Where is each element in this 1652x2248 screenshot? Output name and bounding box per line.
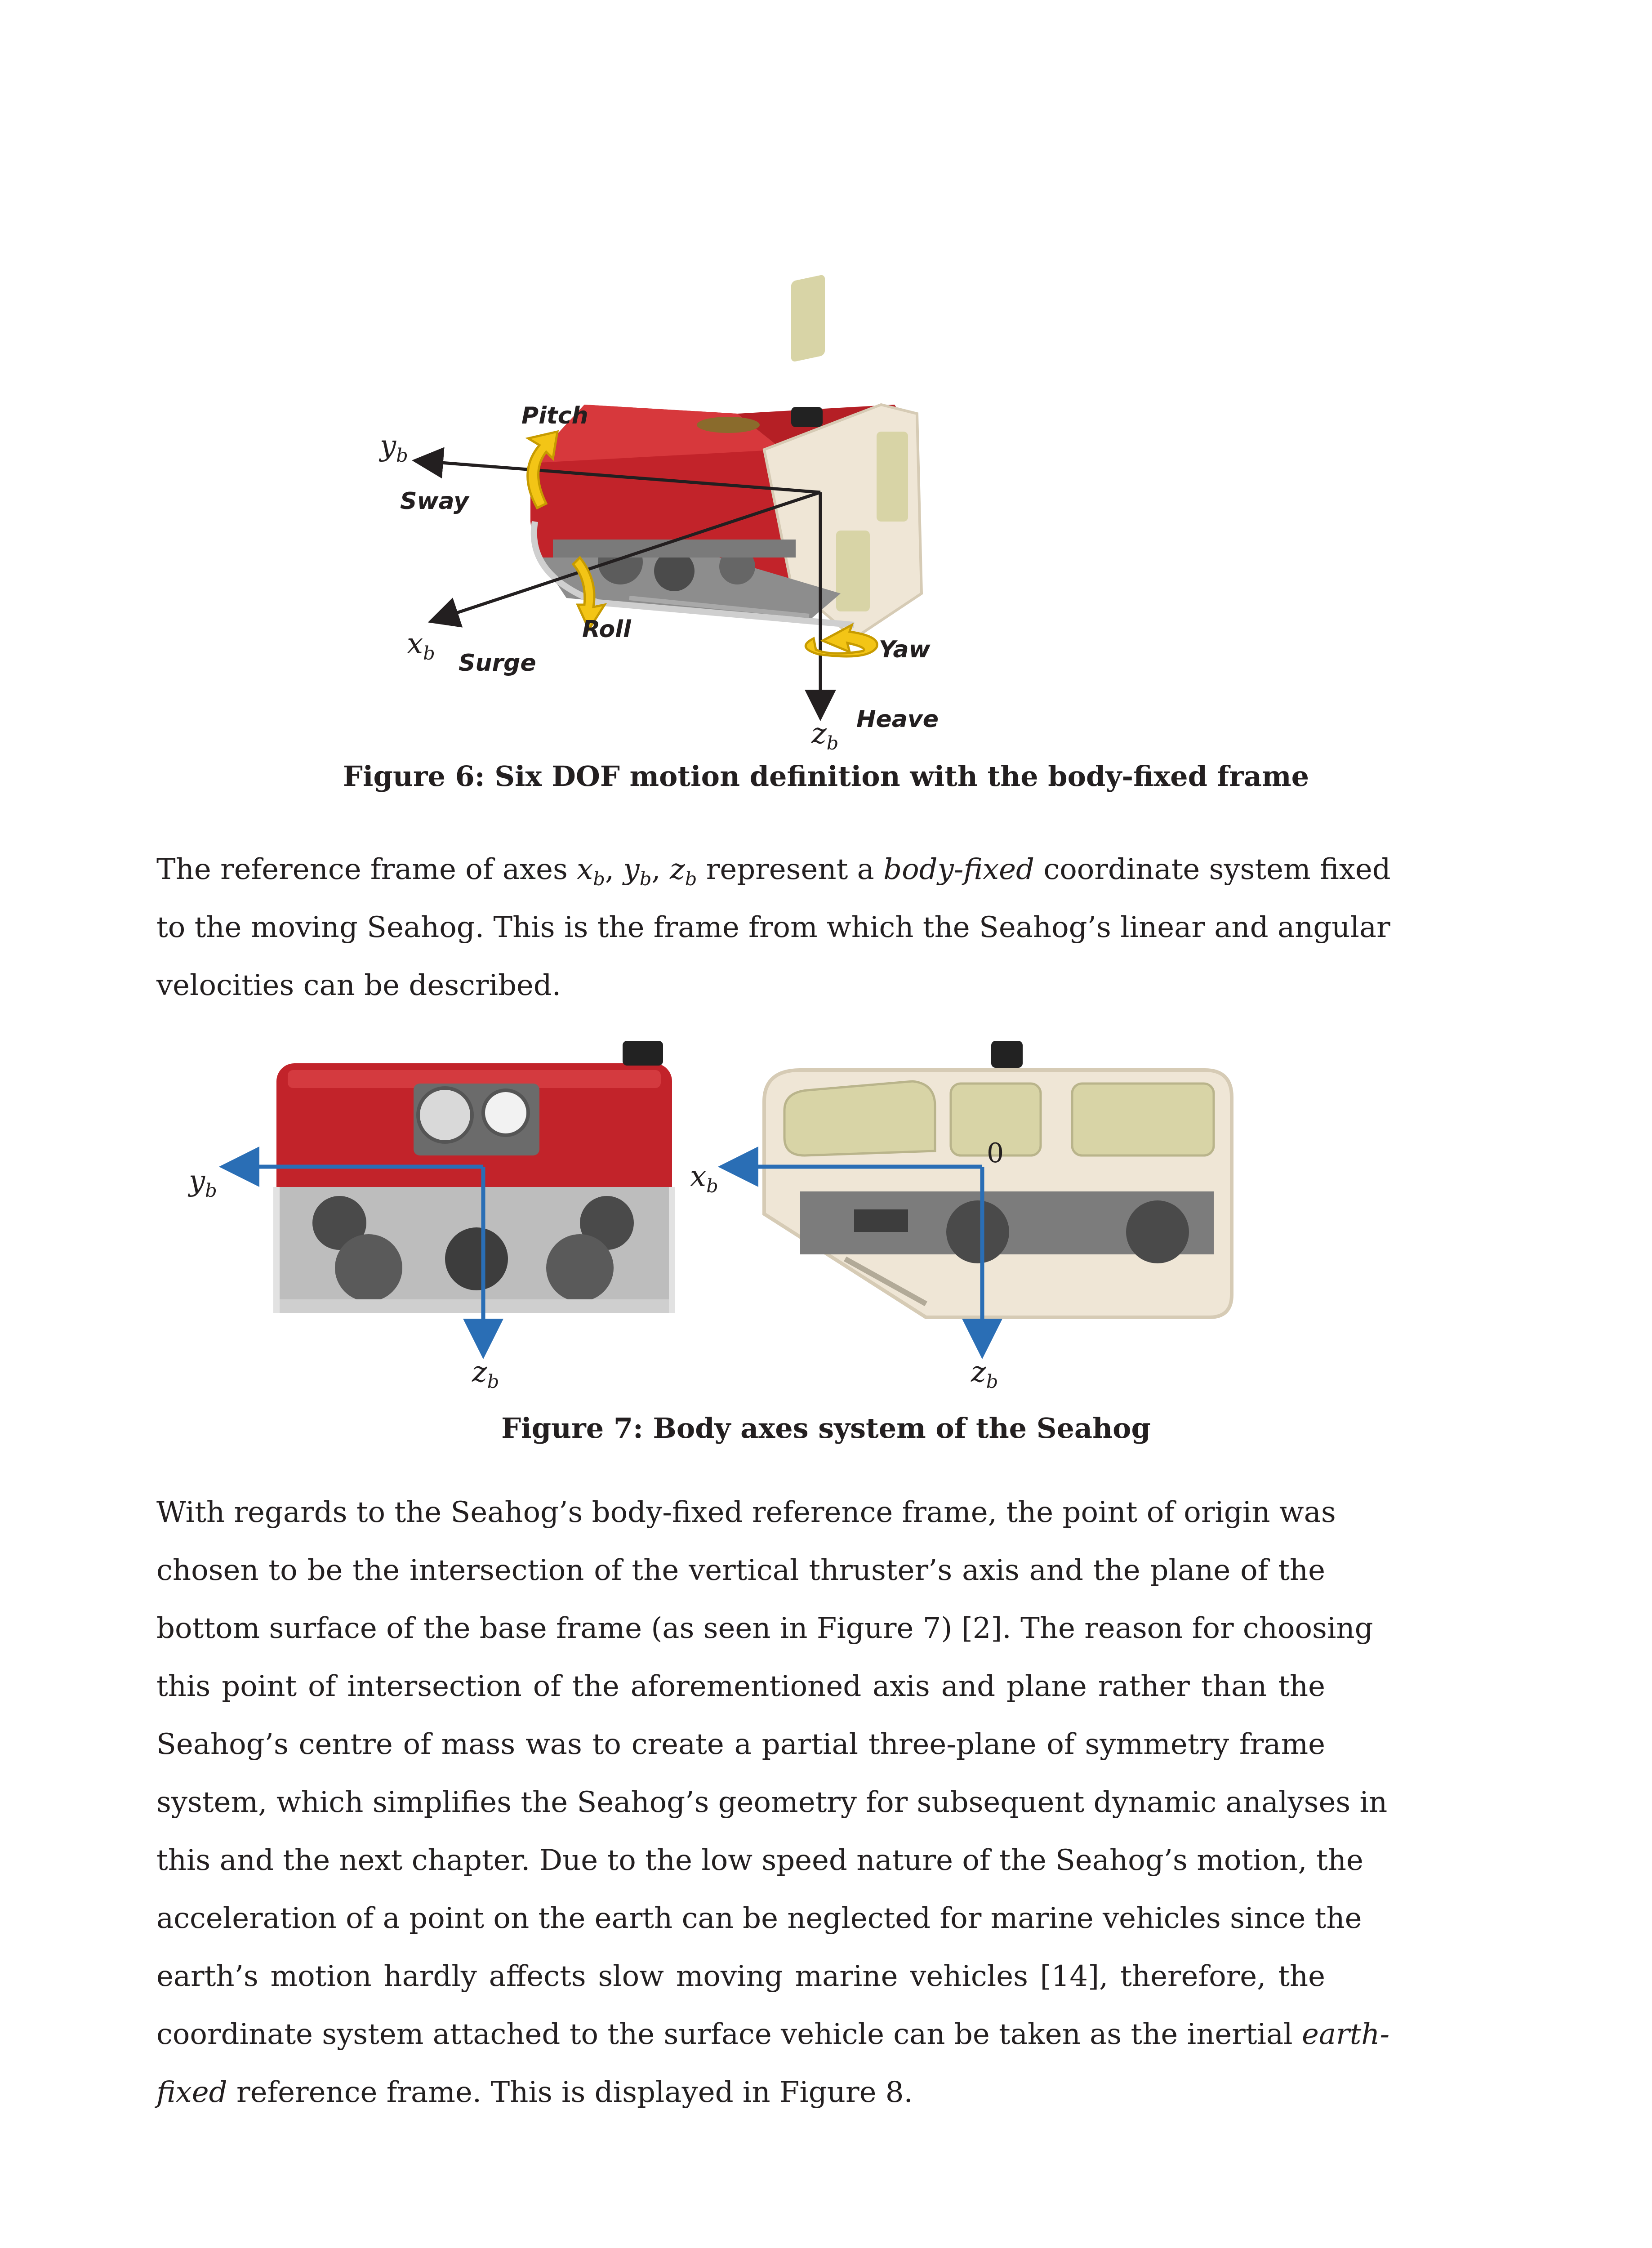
- figure-7-caption: Figure 7: Body axes system of the Seahog: [501, 1412, 1151, 1445]
- inline-math-z: $z_b$: [670, 853, 697, 890]
- paragraph-1-line-3: velocities can be described.: [156, 969, 561, 1002]
- paragraph-1-line-1: The reference frame of axes $x_b$, $y_b$, $z_b$ represent a body-fixed coordinate system fixed: [156, 853, 1391, 890]
- x-axis-label-fig6: $x_b$: [407, 627, 435, 664]
- inline-math-y: $y_b$: [623, 853, 652, 890]
- paragraph-2-line-10: coordinate system attached to the surface vehicle can be taken as the inertial earth-: [156, 2018, 1390, 2051]
- paragraph-2-line: system, which simplifies the Seahog’s geometry for subsequent dynamic analyses in: [156, 1786, 1388, 1819]
- paragraph-2-line: bottom surface of the base frame (as seen in Figure 7) [2]. The reason for choosing: [156, 1612, 1373, 1645]
- sway-label: Sway: [400, 488, 469, 515]
- paragraph-2-line: chosen to be the intersection of the vertical thruster’s axis and the plane of the: [156, 1554, 1325, 1587]
- earth-emphasis: earth-: [1301, 2018, 1390, 2051]
- paragraph-2-line: With regards to the Seahog’s body-fixed reference frame, the point of origin was: [156, 1496, 1336, 1529]
- surge-label: Surge: [459, 650, 536, 677]
- roll-label: Roll: [582, 616, 631, 643]
- origin-label: 0: [987, 1137, 1004, 1169]
- paragraph-2-line: Seahog’s centre of mass was to create a partial three-plane of symmetry frame: [156, 1728, 1325, 1761]
- figure-6-caption: Figure 6: Six DOF motion definition with the body-fixed frame: [343, 760, 1309, 793]
- pitch-label: Pitch: [521, 402, 588, 429]
- inline-math-x: $x_b$: [577, 853, 605, 890]
- y-axis-label-fig7: $y_b$: [189, 1164, 217, 1201]
- z-axis-label-fig7-side: $z_b$: [971, 1356, 998, 1392]
- y-axis-label-fig6: $y_b$: [380, 429, 408, 466]
- paragraph-1-line-2: to the moving Seahog. This is the frame from which the Seahog’s linear and angular: [156, 911, 1390, 944]
- body-fixed-emphasis: body-fixed: [883, 853, 1035, 886]
- heave-label: Heave: [856, 706, 939, 733]
- paragraph-2-line-11: fixed reference frame. This is displayed in Figure 8.: [156, 2076, 913, 2109]
- fixed-emphasis: fixed: [156, 2076, 227, 2109]
- x-axis-label-fig7: $x_b$: [690, 1160, 718, 1197]
- yaw-label: Yaw: [879, 636, 931, 663]
- paragraph-2-line: this and the next chapter. Due to the low speed nature of the Seahog’s motion, the: [156, 1844, 1363, 1877]
- paragraph-2-line: acceleration of a point on the earth can be neglected for marine vehicles since the: [156, 1902, 1362, 1935]
- paragraph-2: [156, 1484, 1390, 2122]
- z-axis-label-fig6: $z_b$: [811, 717, 839, 754]
- paragraph-2-line: this point of intersection of the aforementioned axis and plane rather than the: [156, 1670, 1325, 1703]
- paragraph-2-line: earth’s motion hardly affects slow moving marine vehicles [14], therefore, the: [156, 1960, 1325, 1993]
- z-axis-label-fig7-front: $z_b$: [472, 1356, 499, 1392]
